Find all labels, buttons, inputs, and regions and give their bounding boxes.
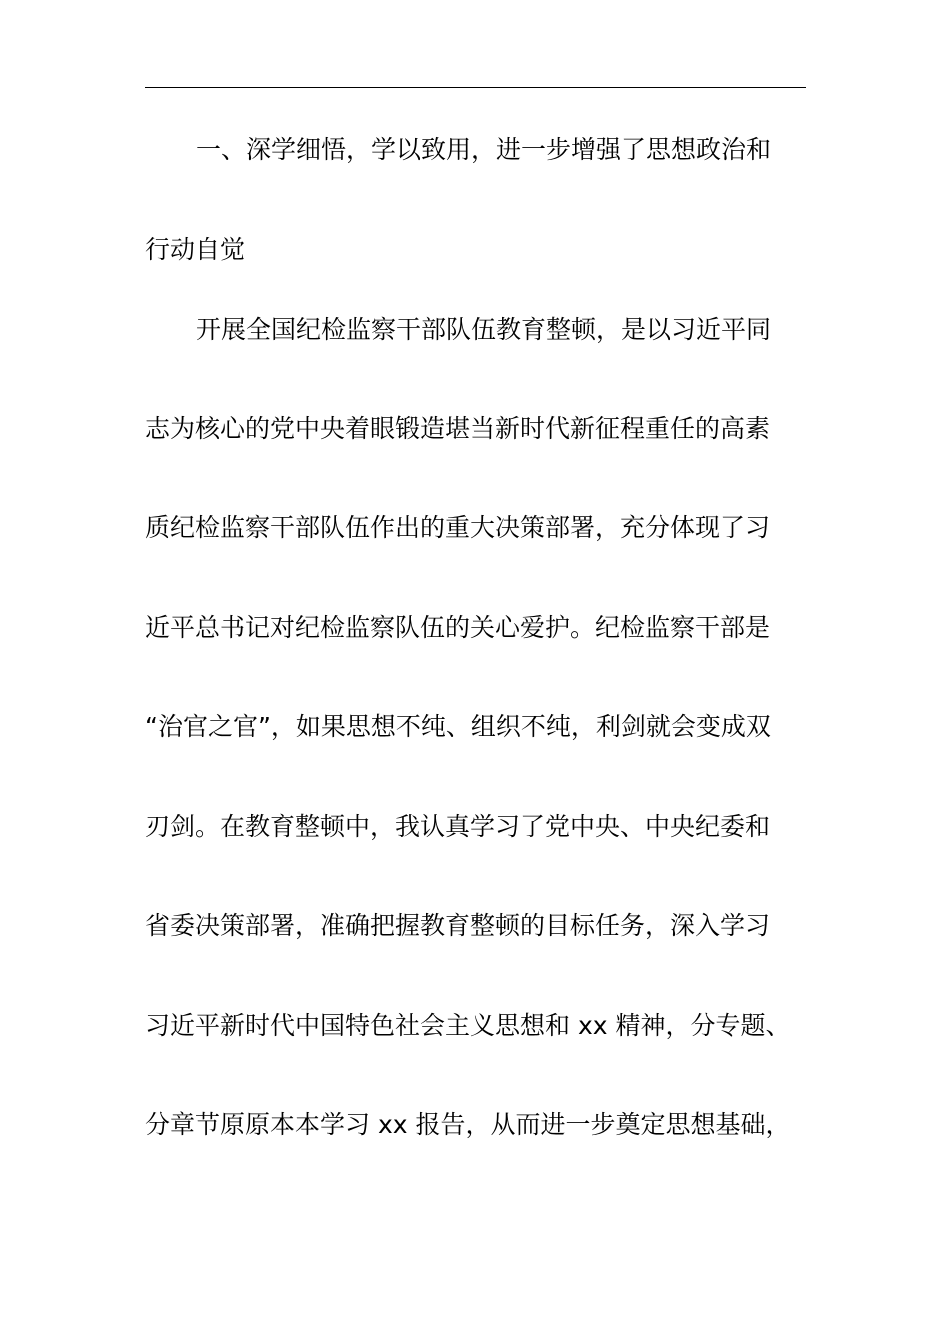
paragraph-line-2: 志为核心的党中央着眼锻造堪当新时代新征程重任的高素	[145, 414, 771, 443]
paragraph-line-8: 习近平新时代中国特色社会主义思想和 xx 精神，分专题、	[145, 1011, 791, 1040]
section-heading-line-2: 行动自觉	[145, 235, 246, 264]
paragraph-line-1: 开展全国纪检监察干部队伍教育整顿，是以习近平同	[196, 315, 772, 344]
paragraph-line-4: 近平总书记对纪检监察队伍的关心爱护。纪检监察干部是	[145, 613, 771, 642]
paragraph-line-9: 分章节原原本本学习 xx 报告，从而进一步奠定思想基础，	[145, 1110, 791, 1139]
header-rule	[145, 87, 806, 88]
paragraph-line-3: 质纪检监察干部队伍作出的重大决策部署，充分体现了习	[145, 513, 771, 542]
paragraph-line-6: 刃剑。在教育整顿中，我认真学习了党中央、中央纪委和	[145, 812, 771, 841]
paragraph-line-7: 省委决策部署，准确把握教育整顿的目标任务，深入学习	[145, 911, 771, 940]
paragraph-line-5: “治官之官”，如果思想不纯、组织不纯，利剑就会变成双	[145, 712, 771, 741]
section-heading-line-1: 一、深学细悟，学以致用，进一步增强了思想政治和	[196, 135, 772, 164]
